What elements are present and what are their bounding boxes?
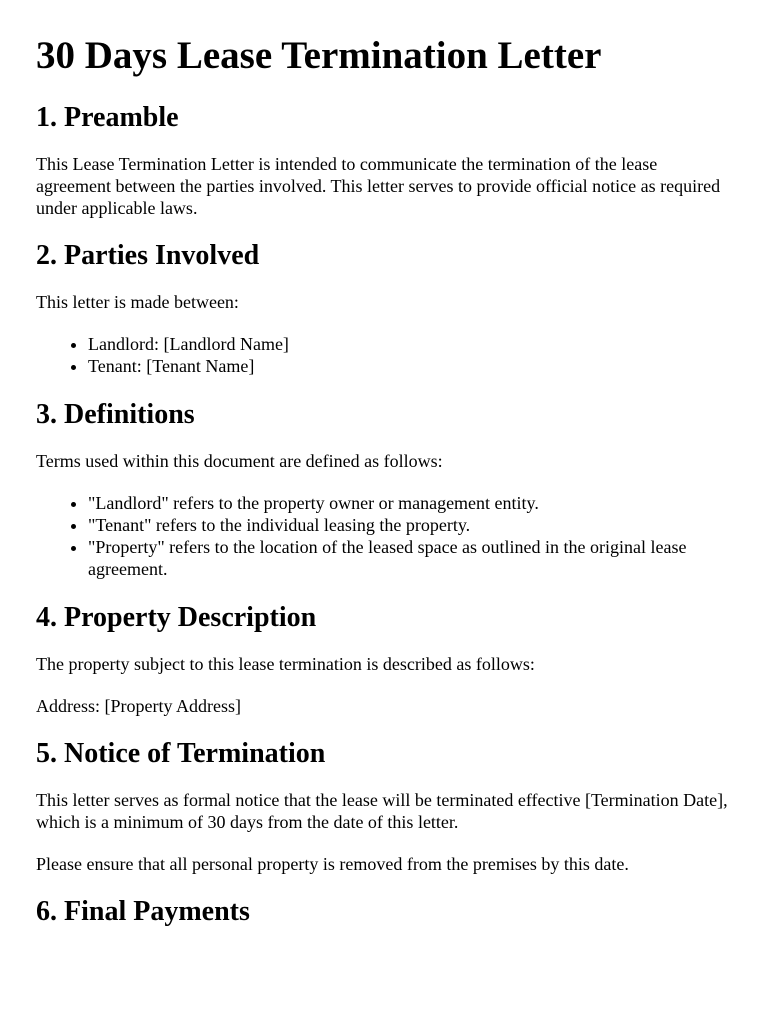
section-preamble <box>36 101 734 219</box>
property-removal-paragraph: Please ensure that all personal property is removed from the premises by this date. <box>36 854 629 874</box>
termination-notice-paragraph: This letter serves as formal notice that the lease will be terminated effective [Termination Date], which is a minimum of 30 days from the date of this letter. <box>36 790 728 832</box>
section-heading-notice-of-termination: 5. Notice of Termination <box>36 738 326 769</box>
document-title: 30 Days Lease Termination Letter <box>36 34 602 77</box>
section-notice-of-termination <box>36 737 734 875</box>
property-address: Address: [Property Address] <box>36 696 241 716</box>
preamble-paragraph: This Lease Termination Letter is intended to communicate the termination of the lease agreement between the parties involved. This letter serves to provide official notice as required under applicable laws. <box>36 154 721 218</box>
section-heading-parties-involved: 2. Parties Involved <box>36 240 260 271</box>
section-heading-property-description: 4. Property Description <box>36 602 317 633</box>
section-definitions <box>36 398 734 580</box>
section-heading-final-payments: 6. Final Payments <box>36 896 250 927</box>
parties-list <box>36 333 734 377</box>
definitions-intro: Terms used within this document are defined as follows: <box>36 451 443 471</box>
list-item-tenant: • Tenant: [Tenant Name] <box>88 355 734 377</box>
list-item-definition-tenant: • "Tenant" refers to the individual leasing the property. <box>88 514 734 536</box>
section-property-description <box>36 601 734 717</box>
list-item-landlord: • Landlord: [Landlord Name] <box>88 333 734 355</box>
section-parties-involved <box>36 239 734 377</box>
section-heading-preamble: 1. Preamble <box>36 102 179 133</box>
list-item-definition-property: • "Property" refers to the location of the leased space as outlined in the original lease agreement. <box>88 536 734 580</box>
section-final-payments <box>36 895 734 929</box>
section-heading-definitions: 3. Definitions <box>36 399 195 430</box>
parties-intro: This letter is made between: <box>36 292 239 312</box>
definitions-list <box>36 492 734 580</box>
property-description-paragraph: The property subject to this lease termination is described as follows: <box>36 654 535 674</box>
list-item-definition-landlord: • "Landlord" refers to the property owner or management entity. <box>88 492 734 514</box>
